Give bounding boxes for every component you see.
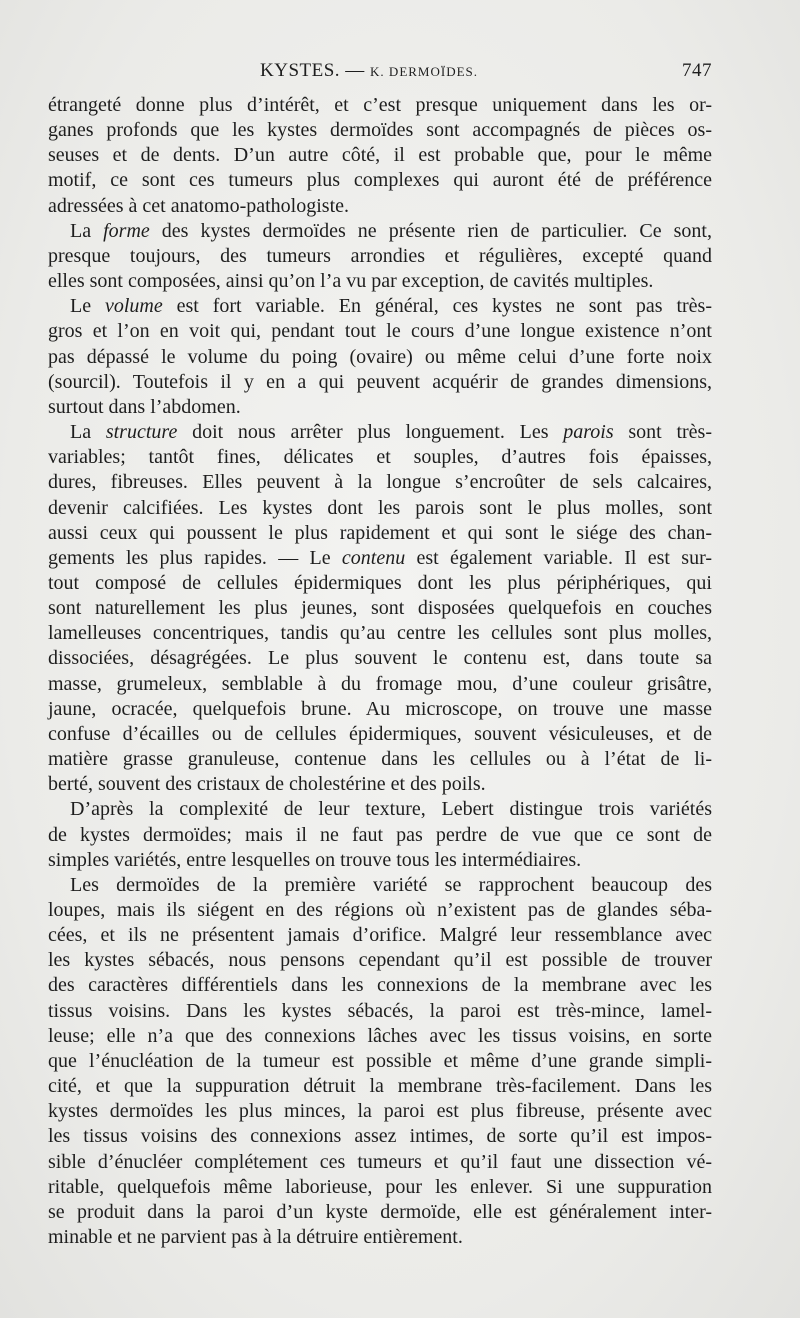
text-line: lamelleuses concentriques, tandis qu’au centre les cellules sont plus molles,	[48, 622, 712, 645]
text-line: se produit dans la paroi d’un kyste dermoïde, elle est généralement inter-	[48, 1200, 712, 1223]
text-line: des caractères différentiels dans les connexions de la membrane avec les	[48, 974, 712, 997]
text-line: leuse; elle n’a que des connexions lâches avec les tissus voisins, en sorte	[48, 1024, 712, 1047]
text-line: matière grasse granuleuse, contenue dans les cellules ou à l’état de li-	[48, 748, 712, 771]
text-line: masse, grumeleux, semblable à du fromage mou, d’une couleur grisâtre,	[48, 672, 712, 695]
text-line: elles sont composées, ainsi qu’on l’a vu par exception, de cavités multiples.	[48, 270, 654, 293]
text-line: Les dermoïdes de la première variété se rapprochent beaucoup des	[70, 873, 712, 896]
text-line: simples variétés, entre lesquelles on trouve tous les intermédiaires.	[48, 848, 582, 871]
text-line: jaune, ocracée, quelquefois brune. Au microscope, on trouve une masse	[48, 697, 712, 720]
text-line: adressées à cet anatomo-pathologiste.	[48, 194, 349, 217]
text-line: D’après la complexité de leur texture, Lebert distingue trois variétés	[70, 798, 712, 821]
text-line: aussi ceux qui poussent le plus rapidement et qui sont le siége des chan-	[48, 521, 712, 544]
text-line: gements les plus rapides. — Le contenu est également variable. Il est sur-	[48, 546, 712, 569]
paragraph-volume	[48, 294, 712, 420]
paragraph-structure	[48, 420, 712, 797]
paragraph-premiere-variete	[48, 873, 712, 1250]
running-title-main: KYSTES. —	[260, 60, 371, 81]
text-line: tout composé de cellules épidermiques dont les plus périphériques, qui	[48, 571, 712, 594]
text-line: (sourcil). Toutefois il y en a qui peuvent acquérir de grandes dimensions,	[48, 370, 712, 393]
paragraph-varietes	[48, 797, 712, 872]
text-line: les kystes sébacés, nous pensons cependant qu’il est possible de trouver	[48, 949, 712, 972]
text-line: gros et l’on en voit qui, pendant tout le cours d’une longue existence n’ont	[48, 320, 712, 343]
text-line: dissociées, désagrégées. Le plus souvent le contenu est, dans toute sa	[48, 647, 712, 670]
text-line: pas dépassé le volume du poing (ovaire) ou même celui d’une forte noix	[48, 345, 712, 368]
text-line: La structure doit nous arrêter plus longuement. Les parois sont très-	[70, 421, 712, 444]
text-line: Le volume est fort variable. En général, ces kystes ne sont pas très-	[70, 295, 713, 318]
text-line: kystes dermoïdes les plus minces, la paroi est plus fibreuse, présente avec	[48, 1100, 712, 1123]
paragraph-forme	[48, 219, 712, 294]
running-title	[260, 60, 478, 82]
text-line: seuses et de dents. D’un autre côté, il est probable que, pour le même	[48, 144, 712, 167]
text-line: tissus voisins. Dans les kystes sébacés, la paroi est très-mince, lamel-	[48, 999, 712, 1022]
text-line: que l’énucléation de la tumeur est possible et même d’une grande simpli-	[48, 1049, 712, 1072]
text-line: confuse d’écailles ou de cellules épidermiques, souvent vésiculeuses, et de	[48, 722, 712, 745]
text-line: minable et ne parvient pas à la détruire entièrement.	[48, 1226, 463, 1249]
text-line: presque toujours, des tumeurs arrondies et régulières, excepté quand	[48, 244, 712, 267]
text-line: sont naturellement les plus jeunes, sont disposées quelquefois en couches	[48, 597, 712, 620]
text-line: ganes profonds que les kystes dermoïdes sont accompagnés de pièces os-	[48, 119, 712, 142]
text-line: cité, et que la suppuration détruit la membrane très-facilement. Dans les	[48, 1075, 712, 1098]
text-line: surtout dans l’abdomen.	[48, 395, 241, 418]
text-line: cées, et ils ne présentent jamais d’orifice. Malgré leur ressemblance avec	[48, 924, 712, 947]
page-body	[48, 93, 712, 1250]
text-line: dures, fibreuses. Elles peuvent à la longue s’encroûter de sels calcaires,	[48, 471, 712, 494]
text-line: étrangeté donne plus d’intérêt, et c’est presque uniquement dans les or-	[48, 94, 712, 116]
running-header	[48, 60, 712, 84]
text-line: La forme des kystes dermoïdes ne présente rien de particulier. Ce sont,	[70, 219, 712, 242]
text-line: loupes, mais ils siégent en des régions où n’existent pas de glandes séba-	[48, 899, 712, 921]
running-title-section: K. DERMOÏDES.	[370, 64, 479, 79]
text-line: devenir calcifiées. Les kystes dont les parois sont le plus molles, sont	[48, 496, 712, 519]
text-line: berté, souvent des cristaux de cholestérine et des poils.	[48, 773, 486, 796]
paragraph-intro	[48, 93, 712, 219]
text-line: variables; tantôt fines, délicates et souples, d’autres fois épaisses,	[48, 446, 712, 469]
text-line: ritable, quelquefois même laborieuse, pour les enlever. Si une suppuration	[48, 1175, 712, 1198]
text-line: motif, ce sont ces tumeurs plus complexes qui auront été de préférence	[48, 169, 712, 192]
text-line: de kystes dermoïdes; mais il ne faut pas perdre de vue que ce sont de	[48, 823, 712, 846]
page-number: 747	[682, 60, 712, 81]
text-line: les tissus voisins des connexions assez intimes, de sorte qu’il est impos-	[48, 1125, 712, 1148]
text-line: sible d’énucléer complétement ces tumeurs et qu’il faut une dissection vé-	[48, 1150, 712, 1173]
